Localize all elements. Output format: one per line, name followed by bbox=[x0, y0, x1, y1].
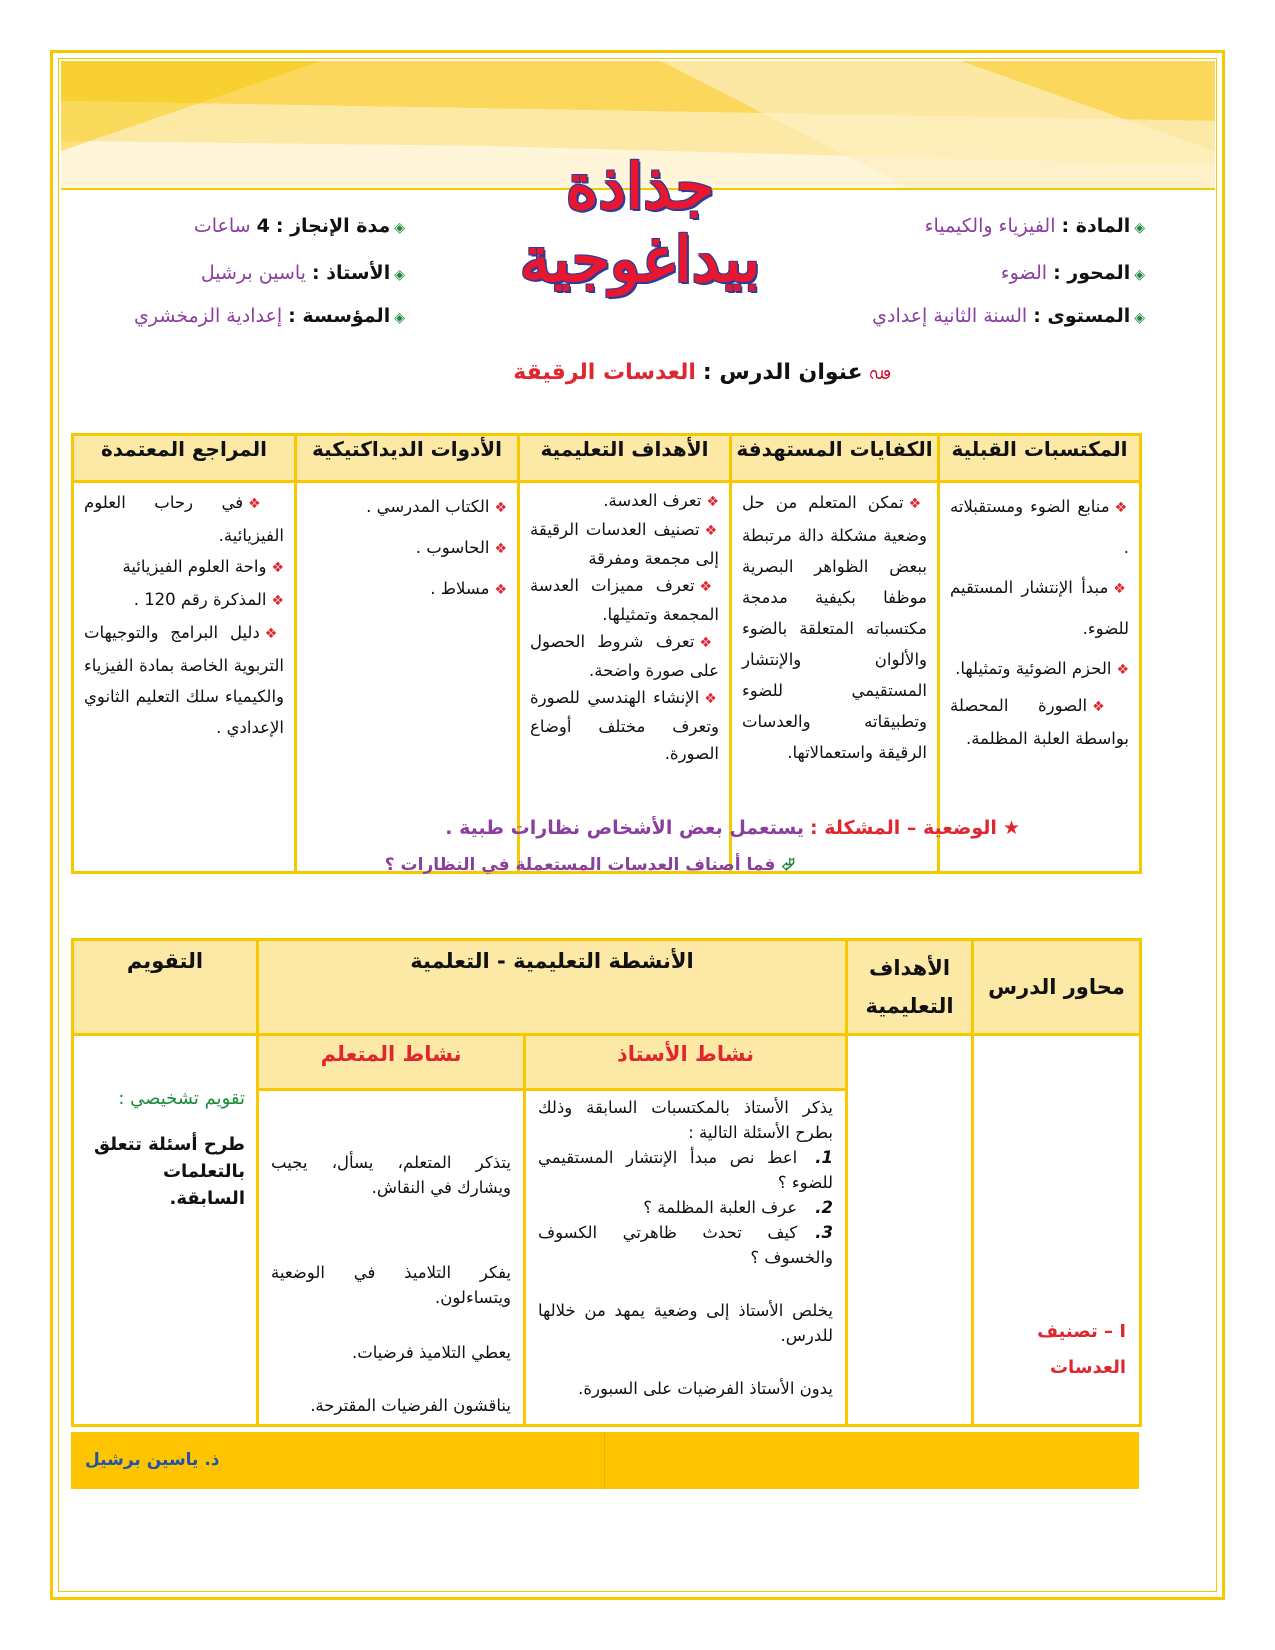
bullet-icon: ❖ bbox=[1092, 699, 1129, 715]
list-item: ❖مسلاط . bbox=[430, 579, 507, 598]
teacher-intro: يذكر الأستاذ بالمكتسبات السابقة وذلك بطرح الأسئلة التالية : bbox=[538, 1098, 834, 1142]
prior-cell bbox=[939, 482, 1141, 873]
axis-cell bbox=[973, 1035, 1141, 1426]
bullet-icon: ❖ bbox=[271, 560, 284, 576]
header-activities: الأنشطة التعليمية - التعلمية bbox=[258, 940, 847, 1035]
evaluation-cell bbox=[73, 1035, 258, 1426]
tools-cell bbox=[296, 482, 519, 873]
teacher-activity-cell bbox=[525, 1090, 847, 1426]
problem-label: الوضعية – المشكلة : bbox=[810, 817, 997, 839]
learner-paragraph: يعطي التلاميذ فرضيات. bbox=[351, 1343, 512, 1362]
problem-text: يستعمل بعض الأشخاص نظارات طبية . bbox=[445, 817, 804, 839]
evaluation-text: طرح أسئلة تتعلق بالتعلمات السابقة. bbox=[94, 1134, 245, 1209]
lesson-value: العدسات الرقيقة bbox=[513, 360, 696, 385]
problem-question bbox=[384, 855, 795, 875]
learner-paragraph: يفكر التلاميذ في الوضعية ويتساءلون. bbox=[271, 1263, 512, 1307]
duration-label: مدة الإنجاز : bbox=[275, 215, 391, 237]
question-text: فما أصناف العدسات المستعملة في النظارات ؟ bbox=[384, 855, 776, 875]
list-item: ❖الحزم الضوئية وتمثيلها. bbox=[955, 659, 1129, 678]
bullet-icon: ❖ bbox=[1113, 581, 1129, 597]
header-tools: الأدوات الديداكتيكية bbox=[296, 435, 519, 482]
bullet-icon: ❖ bbox=[704, 523, 719, 539]
list-item: 3.كيف تحدث ظاهرتي الكسوف والخسوف ؟ bbox=[538, 1223, 834, 1267]
list-item: ❖تعرف شروط الحصول على صورة واضحة. bbox=[530, 632, 719, 680]
duration-number: 4 bbox=[256, 215, 270, 237]
list-item: ❖مبدأ الإنتشار المستقيم للضوء. bbox=[950, 578, 1129, 638]
axis-title: I – تصنيف العدسات bbox=[1037, 1321, 1127, 1378]
bullet-icon: ❖ bbox=[494, 500, 507, 516]
teacher-value: ياسين برشيل bbox=[200, 262, 306, 284]
ornament-icon: ഢ bbox=[868, 364, 890, 383]
diamond-bullet-icon: ◈ bbox=[1134, 310, 1145, 326]
header-goals: الأهداف التعليمية bbox=[847, 940, 973, 1035]
header-goals: الأهداف التعليمية bbox=[519, 435, 731, 482]
duration-unit: ساعات bbox=[193, 215, 251, 237]
list-item: ❖الحاسوب . bbox=[415, 538, 507, 557]
question-list bbox=[538, 1145, 833, 1270]
list-item: ❖تعرف العدسة. bbox=[603, 491, 719, 510]
footer-divider bbox=[604, 1432, 605, 1489]
bullet-icon: ❖ bbox=[248, 496, 284, 512]
bullet-icon: ❖ bbox=[264, 626, 284, 642]
footer-author: ذ. ياسين برشيل bbox=[85, 1450, 220, 1470]
list-item: 2.عرف العلبة المظلمة ؟ bbox=[643, 1198, 834, 1217]
goals-cell bbox=[847, 1035, 973, 1426]
school-value: إعدادية الزمخشري bbox=[133, 305, 283, 327]
bullet-icon: ❖ bbox=[271, 593, 284, 609]
lesson-label: عنوان الدرس : bbox=[702, 360, 863, 385]
footer-bar bbox=[71, 1432, 1139, 1489]
bullet-icon: ❖ bbox=[1114, 500, 1129, 516]
star-icon: ★ bbox=[1002, 817, 1020, 839]
diamond-bullet-icon: ◈ bbox=[394, 267, 405, 283]
arrow-icon: ⮰ bbox=[781, 855, 795, 875]
diamond-bullet-icon: ◈ bbox=[1134, 220, 1145, 236]
overview-header-row bbox=[73, 435, 1141, 482]
list-item: ❖دليل البرامج والتوجيهات التربوية الخاصة بمادة الفيزياء والكيمياء سلك التعليم الثانوي الإعدادي . bbox=[84, 623, 284, 737]
subheader-teacher: نشاط الأستاذ bbox=[525, 1035, 847, 1090]
diamond-bullet-icon: ◈ bbox=[394, 310, 405, 326]
header-evaluation: التقويم bbox=[73, 940, 258, 1035]
bullet-icon: ❖ bbox=[1116, 662, 1129, 678]
learner-paragraph: يتذكر المتعلم، يسأل، يجيب ويشارك في النقاش. bbox=[271, 1153, 512, 1197]
level-row bbox=[872, 305, 1145, 327]
duration-row bbox=[194, 215, 405, 237]
bullet-icon: ❖ bbox=[908, 496, 927, 512]
subject-row bbox=[925, 215, 1145, 237]
header-references: المراجع المعتمدة bbox=[73, 435, 296, 482]
school-label: المؤسسة : bbox=[288, 305, 391, 327]
axis-value: الضوء bbox=[1000, 262, 1048, 284]
goals-cell bbox=[519, 482, 731, 873]
learner-activity-cell bbox=[258, 1090, 525, 1426]
axis-number: I bbox=[1119, 1321, 1127, 1342]
list-item: ❖الكتاب المدرسي . bbox=[366, 497, 507, 516]
activities-header-row bbox=[73, 940, 1141, 1035]
header-prior: المكتسبات القبلية bbox=[939, 435, 1141, 482]
axis-label: المحور : bbox=[1053, 262, 1131, 284]
list-item: ❖تعرف مميزات العدسة المجمعة وتمثيلها. bbox=[530, 576, 719, 624]
list-item: ❖في رحاب العلوم الفيزيائية. bbox=[84, 493, 284, 545]
level-value: السنة الثانية إعدادي bbox=[872, 305, 1028, 327]
references-cell bbox=[73, 482, 296, 873]
overview-body-row bbox=[73, 482, 1141, 873]
activities-subheader-row bbox=[73, 1035, 1141, 1090]
lesson-overview-table bbox=[71, 433, 1142, 874]
header-competency: الكفايات المستهدفة bbox=[731, 435, 939, 482]
problem-situation bbox=[420, 817, 1020, 839]
header-axes: محاور الدرس bbox=[973, 940, 1141, 1035]
activities-table bbox=[71, 938, 1142, 1427]
bullet-icon: ❖ bbox=[494, 582, 507, 598]
list-item: ❖تصنيف العدسات الرقيقة إلى مجمعة ومفرقة bbox=[530, 520, 719, 568]
bullet-icon: ❖ bbox=[706, 494, 719, 510]
evaluation-title: تقويم تشخيصي : bbox=[118, 1088, 245, 1109]
list-item: ❖منابع الضوء ومستقبلاته . bbox=[950, 497, 1129, 557]
subject-value: الفيزياء والكيمياء bbox=[924, 215, 1056, 237]
teacher-paragraph: يدون الأستاذ الفرضيات على السبورة. bbox=[578, 1379, 834, 1398]
learner-paragraph: يناقشون الفرضيات المقترحة. bbox=[310, 1396, 512, 1415]
bullet-icon: ❖ bbox=[699, 635, 719, 651]
document-title: جذاذة بيداغوجية bbox=[519, 150, 761, 296]
bullet-icon: ❖ bbox=[704, 691, 719, 707]
school-row bbox=[134, 305, 405, 327]
lesson-title-row bbox=[470, 360, 890, 385]
subheader-learner: نشاط المتعلم bbox=[258, 1035, 525, 1090]
diamond-bullet-icon: ◈ bbox=[394, 220, 405, 236]
list-item: ❖الصورة المحصلة بواسطة العلبة المظلمة. bbox=[950, 696, 1129, 748]
teacher-paragraph: يخلص الأستاذ إلى وضعية يمهد من خلالها للدرس. bbox=[538, 1301, 834, 1345]
list-item: ❖الإنشاء الهندسي للصورة وتعرف مختلف أوضاع الصورة. bbox=[530, 688, 719, 763]
bullet-icon: ❖ bbox=[494, 541, 507, 557]
list-item: 1.اعط نص مبدأ الإنتشار المستقيمي للضوء ؟ bbox=[538, 1148, 834, 1192]
bullet-icon: ❖ bbox=[699, 579, 719, 595]
teacher-row bbox=[201, 262, 405, 284]
list-item: ❖واحة العلوم الفيزيائية bbox=[122, 557, 284, 576]
subject-label: المادة : bbox=[1061, 215, 1131, 237]
diamond-bullet-icon: ◈ bbox=[1134, 267, 1145, 283]
competency-cell bbox=[731, 482, 939, 873]
level-label: المستوى : bbox=[1033, 305, 1131, 327]
list-item: ❖المذكرة رقم 120 . bbox=[133, 590, 284, 609]
axis-row bbox=[1001, 262, 1145, 284]
competency-text: تمكن المتعلم من حل وضعية مشكلة دالة مرتبطة ببعض الظواهر البصرية موظفا بكيفية مدمجة مكتسباته المتعلقة بالضوء والألوان والإنتشار المستقيمي للضوء وتطبيقاته والعدسات الرقيقة واستعمالاتها. bbox=[742, 493, 927, 762]
teacher-label: الأستاذ : bbox=[312, 262, 391, 284]
